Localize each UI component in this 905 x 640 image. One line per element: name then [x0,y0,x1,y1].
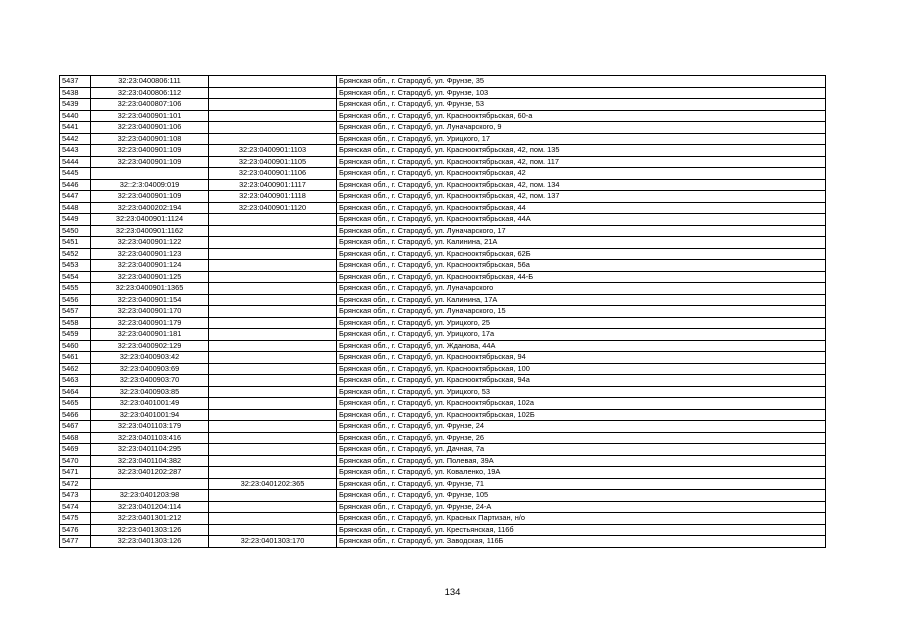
table-row [60,122,826,134]
address-cell: Брянская обл., г. Стародуб, ул. Урицкого, 17а [337,329,826,341]
address-cell: Брянская обл., г. Стародуб, ул. Краснооктябрьская, 100 [337,363,826,375]
row-number-cell: 5471 [60,467,91,479]
address-cell: Брянская обл., г. Стародуб, ул. Фрунзе, 26 [337,432,826,444]
related-cadastral-number-cell: 32:23:0400901:1118 [209,191,337,203]
cadastral-number-cell: 32:23:0400901:124 [91,260,209,272]
table-row [60,478,826,490]
cadastral-number-cell: 32:23:0400901:1162 [91,225,209,237]
related-cadastral-number-cell [209,432,337,444]
row-number-cell: 5467 [60,421,91,433]
related-cadastral-number-cell [209,87,337,99]
cadastral-number-cell: 32:23:0400806:112 [91,87,209,99]
related-cadastral-number-cell [209,225,337,237]
row-number-cell: 5474 [60,501,91,513]
address-cell: Брянская обл., г. Стародуб, ул. Краснооктябрьская, 42 [337,168,826,180]
address-cell: Брянская обл., г. Стародуб, ул. Фрунзе, 103 [337,87,826,99]
related-cadastral-number-cell [209,283,337,295]
table-row [60,398,826,410]
row-number-cell: 5466 [60,409,91,421]
related-cadastral-number-cell [209,467,337,479]
row-number-cell: 5477 [60,536,91,548]
address-cell: Брянская обл., г. Стародуб, ул. Красных Партизан, н/о [337,513,826,525]
address-cell: Брянская обл., г. Стародуб, ул. Краснооктябрьская, 102а [337,398,826,410]
address-cell: Брянская обл., г. Стародуб, ул. Краснооктябрьская, 62Б [337,248,826,260]
cadastral-number-cell: 32:23:0400901:109 [91,145,209,157]
related-cadastral-number-cell [209,248,337,260]
cadastral-number-cell: 32:23:0401202:287 [91,467,209,479]
row-number-cell: 5459 [60,329,91,341]
cadastral-number-cell: 32:23:0401301:212 [91,513,209,525]
cadastral-number-cell: 32:23:0400903:69 [91,363,209,375]
address-cell: Брянская обл., г. Стародуб, ул. Калинина, 21А [337,237,826,249]
address-cell: Брянская обл., г. Стародуб, ул. Коваленко, 19А [337,467,826,479]
property-table [59,75,826,548]
cadastral-number-cell: 32:23:0401204:114 [91,501,209,513]
address-cell: Брянская обл., г. Стародуб, ул. Краснооктябрьская, 44-Б [337,271,826,283]
table-row [60,156,826,168]
cadastral-number-cell: 32:23:0400901:101 [91,110,209,122]
cadastral-number-cell: 32:23:0400902:129 [91,340,209,352]
address-cell: Брянская обл., г. Стародуб, ул. Фрунзе, 24 [337,421,826,433]
cadastral-number-cell: 32:23:0400901:1365 [91,283,209,295]
table-row [60,145,826,157]
cadastral-number-cell: 32:23:0401103:416 [91,432,209,444]
table-row [60,524,826,536]
table-row [60,467,826,479]
table-row [60,444,826,456]
row-number-cell: 5452 [60,248,91,260]
address-cell: Брянская обл., г. Стародуб, ул. Урицкого, 53 [337,386,826,398]
table-row [60,432,826,444]
related-cadastral-number-cell [209,513,337,525]
related-cadastral-number-cell [209,398,337,410]
related-cadastral-number-cell: 32:23:0400901:1105 [209,156,337,168]
cadastral-number-cell: 32:23:0400901:123 [91,248,209,260]
related-cadastral-number-cell [209,122,337,134]
cadastral-number-cell: 32:23:0400202:194 [91,202,209,214]
row-number-cell: 5437 [60,76,91,88]
address-cell: Брянская обл., г. Стародуб, ул. Дачная, 7а [337,444,826,456]
cadastral-number-cell: 32:23:0400903:42 [91,352,209,364]
address-cell: Брянская обл., г. Стародуб, ул. Луначарского, 15 [337,306,826,318]
related-cadastral-number-cell: 32:23:0400901:1117 [209,179,337,191]
cadastral-number-cell: 32:23:0400903:70 [91,375,209,387]
cadastral-number-cell: 32:23:0401203:98 [91,490,209,502]
address-cell: Брянская обл., г. Стародуб, ул. Крестьянская, 116б [337,524,826,536]
related-cadastral-number-cell: 32:23:0400901:1106 [209,168,337,180]
table-row [60,294,826,306]
table-row [60,536,826,548]
related-cadastral-number-cell [209,76,337,88]
related-cadastral-number-cell: 32:23:0401202:365 [209,478,337,490]
related-cadastral-number-cell [209,294,337,306]
related-cadastral-number-cell: 32:23:0401303:170 [209,536,337,548]
table-row [60,87,826,99]
cadastral-number-cell: 32:23:0401001:49 [91,398,209,410]
related-cadastral-number-cell [209,260,337,272]
cadastral-number-cell [91,478,209,490]
row-number-cell: 5469 [60,444,91,456]
row-number-cell: 5438 [60,87,91,99]
row-number-cell: 5450 [60,225,91,237]
related-cadastral-number-cell [209,352,337,364]
table-row [60,191,826,203]
cadastral-number-cell: 32:23:0400901:109 [91,191,209,203]
cadastral-number-cell: 32:23:0401104:382 [91,455,209,467]
cadastral-number-cell: 32:23:0400901:154 [91,294,209,306]
cadastral-number-cell [91,168,209,180]
address-cell: Брянская обл., г. Стародуб, ул. Калинина, 17А [337,294,826,306]
table-row [60,214,826,226]
row-number-cell: 5451 [60,237,91,249]
address-cell: Брянская обл., г. Стародуб, ул. Луначарского [337,283,826,295]
related-cadastral-number-cell [209,271,337,283]
table-row [60,455,826,467]
table-row [60,409,826,421]
cadastral-number-cell: 32:23:0401104:295 [91,444,209,456]
row-number-cell: 5441 [60,122,91,134]
table-row [60,133,826,145]
table-row [60,237,826,249]
address-cell: Брянская обл., г. Стародуб, ул. Краснооктябрьская, 44А [337,214,826,226]
row-number-cell: 5476 [60,524,91,536]
table-row [60,306,826,318]
address-cell: Брянская обл., г. Стародуб, ул. Урицкого, 17 [337,133,826,145]
table-row [60,260,826,272]
related-cadastral-number-cell [209,214,337,226]
row-number-cell: 5458 [60,317,91,329]
address-cell: Брянская обл., г. Стародуб, ул. Краснооктябрьская, 102Б [337,409,826,421]
related-cadastral-number-cell [209,444,337,456]
cadastral-number-cell: 32:23:0401103:179 [91,421,209,433]
related-cadastral-number-cell [209,501,337,513]
cadastral-number-cell: 32:23:0400901:125 [91,271,209,283]
related-cadastral-number-cell [209,237,337,249]
address-cell: Брянская обл., г. Стародуб, ул. Краснооктябрьская, 44 [337,202,826,214]
row-number-cell: 5472 [60,478,91,490]
table-row [60,168,826,180]
table-row [60,501,826,513]
cadastral-number-cell: 32:23:0401303:126 [91,524,209,536]
row-number-cell: 5440 [60,110,91,122]
address-cell: Брянская обл., г. Стародуб, ул. Полевая, 39А [337,455,826,467]
address-cell: Брянская обл., г. Стародуб, ул. Краснооктябрьская, 42, пом. 117 [337,156,826,168]
address-cell: Брянская обл., г. Стародуб, ул. Фрунзе, 105 [337,490,826,502]
row-number-cell: 5470 [60,455,91,467]
related-cadastral-number-cell [209,329,337,341]
row-number-cell: 5455 [60,283,91,295]
related-cadastral-number-cell [209,524,337,536]
row-number-cell: 5453 [60,260,91,272]
row-number-cell: 5465 [60,398,91,410]
row-number-cell: 5448 [60,202,91,214]
address-cell: Брянская обл., г. Стародуб, ул. Краснооктябрьская, 94а [337,375,826,387]
cadastral-number-cell: 32:23:0401303:126 [91,536,209,548]
address-cell: Брянская обл., г. Стародуб, ул. Краснооктябрьская, 56а [337,260,826,272]
table-row [60,317,826,329]
row-number-cell: 5462 [60,363,91,375]
row-number-cell: 5457 [60,306,91,318]
address-cell: Брянская обл., г. Стародуб, ул. Заводская, 116Б [337,536,826,548]
table-row [60,490,826,502]
table-row [60,386,826,398]
address-cell: Брянская обл., г. Стародуб, ул. Краснооктябрьская, 42, пом. 137 [337,191,826,203]
address-cell: Брянская обл., г. Стародуб, ул. Луначарского, 9 [337,122,826,134]
cadastral-number-cell: 32:23:0400901:170 [91,306,209,318]
row-number-cell: 5445 [60,168,91,180]
row-number-cell: 5446 [60,179,91,191]
cadastral-number-cell: 32:23:0400901:109 [91,156,209,168]
related-cadastral-number-cell [209,363,337,375]
row-number-cell: 5473 [60,490,91,502]
table-row [60,76,826,88]
related-cadastral-number-cell [209,317,337,329]
row-number-cell: 5439 [60,99,91,111]
address-cell: Брянская обл., г. Стародуб, ул. Краснооктябрьская, 94 [337,352,826,364]
related-cadastral-number-cell [209,375,337,387]
table-row [60,110,826,122]
row-number-cell: 5475 [60,513,91,525]
row-number-cell: 5463 [60,375,91,387]
related-cadastral-number-cell [209,340,337,352]
row-number-cell: 5454 [60,271,91,283]
table-row [60,99,826,111]
table-row [60,363,826,375]
table-row [60,513,826,525]
row-number-cell: 5444 [60,156,91,168]
address-cell: Брянская обл., г. Стародуб, ул. Краснооктябрьская, 60-а [337,110,826,122]
row-number-cell: 5447 [60,191,91,203]
address-cell: Брянская обл., г. Стародуб, ул. Жданова, 44А [337,340,826,352]
row-number-cell: 5449 [60,214,91,226]
table-row [60,202,826,214]
address-cell: Брянская обл., г. Стародуб, ул. Краснооктябрьская, 42, пом. 134 [337,179,826,191]
related-cadastral-number-cell [209,110,337,122]
row-number-cell: 5442 [60,133,91,145]
cadastral-number-cell: 32:23:0400806:111 [91,76,209,88]
row-number-cell: 5464 [60,386,91,398]
property-table-body [60,76,826,548]
table-row [60,340,826,352]
row-number-cell: 5456 [60,294,91,306]
address-cell: Брянская обл., г. Стародуб, ул. Фрунзе, 71 [337,478,826,490]
row-number-cell: 5468 [60,432,91,444]
table-row [60,248,826,260]
table-row [60,375,826,387]
page-number: 134 [444,587,461,598]
related-cadastral-number-cell [209,421,337,433]
table-row [60,421,826,433]
table-row [60,329,826,341]
row-number-cell: 5460 [60,340,91,352]
address-cell: Брянская обл., г. Стародуб, ул. Урицкого, 25 [337,317,826,329]
related-cadastral-number-cell [209,306,337,318]
address-cell: Брянская обл., г. Стародуб, ул. Фрунзе, 24-А [337,501,826,513]
cadastral-number-cell: 32:23:0400901:122 [91,237,209,249]
table-row [60,283,826,295]
cadastral-number-cell: 32::2:3:04009:019 [91,179,209,191]
address-cell: Брянская обл., г. Стародуб, ул. Луначарского, 17 [337,225,826,237]
cadastral-number-cell: 32:23:0401001:94 [91,409,209,421]
table-row [60,225,826,237]
row-number-cell: 5461 [60,352,91,364]
address-cell: Брянская обл., г. Стародуб, ул. Фрунзе, 53 [337,99,826,111]
related-cadastral-number-cell [209,386,337,398]
table-row [60,179,826,191]
related-cadastral-number-cell [209,490,337,502]
cadastral-number-cell: 32:23:0400901:108 [91,133,209,145]
table-row [60,271,826,283]
address-cell: Брянская обл., г. Стародуб, ул. Фрунзе, 35 [337,76,826,88]
row-number-cell: 5443 [60,145,91,157]
related-cadastral-number-cell [209,409,337,421]
related-cadastral-number-cell [209,133,337,145]
cadastral-number-cell: 32:23:0400901:181 [91,329,209,341]
cadastral-number-cell: 32:23:0400807:106 [91,99,209,111]
related-cadastral-number-cell [209,455,337,467]
related-cadastral-number-cell [209,99,337,111]
cadastral-number-cell: 32:23:0400901:106 [91,122,209,134]
address-cell: Брянская обл., г. Стародуб, ул. Краснооктябрьская, 42, пом. 135 [337,145,826,157]
cadastral-number-cell: 32:23:0400901:179 [91,317,209,329]
related-cadastral-number-cell: 32:23:0400901:1120 [209,202,337,214]
cadastral-number-cell: 32:23:0400903:85 [91,386,209,398]
table-row [60,352,826,364]
related-cadastral-number-cell: 32:23:0400901:1103 [209,145,337,157]
cadastral-number-cell: 32:23:0400901:1124 [91,214,209,226]
